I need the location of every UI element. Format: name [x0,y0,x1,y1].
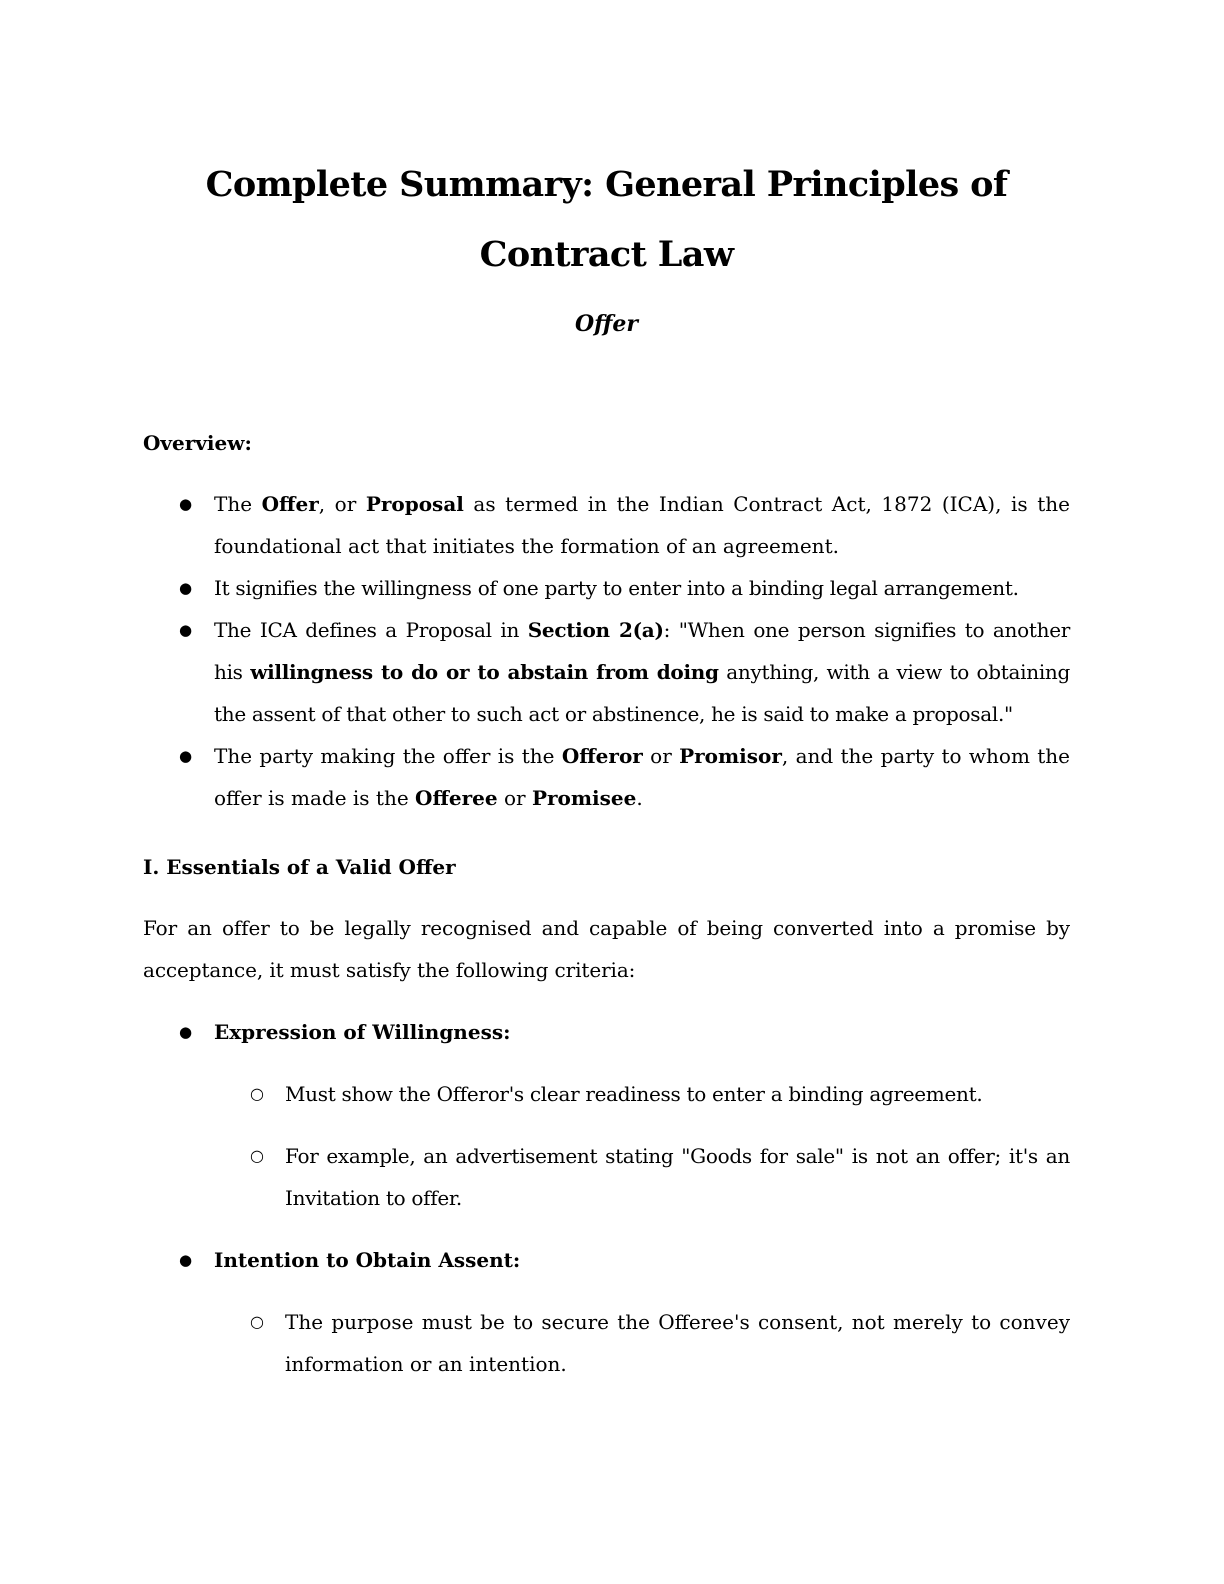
document-content [143,150,1070,1385]
criterion-point: ○ The purpose must be to secure the Offeree's consent, not merely to convey information or an intention. [143,1301,1070,1385]
criteria-list [143,1011,1070,1053]
overview-item: ● The Offer, or Proposal as termed in the Indian Contract Act, 1872 (ICA), is the foundational act that initiates the formation of an agreement. [143,483,1070,567]
overview-item: ● It signifies the willingness of one party to enter into a binding legal arrangement. [143,567,1070,609]
overview-list [143,483,1070,819]
criterion-item [143,1011,1070,1053]
criteria-list [143,1239,1070,1281]
overview-heading: Overview: [143,431,252,455]
overview-item: ● The ICA defines a Proposal in Section 2(a): "When one person signifies to another his willingness to do or to abstain from doing anything, with a view to obtaining the assent of that other to such act or abstinence, he is said to make a proposal." [143,609,1070,735]
essentials-heading: I. Essentials of a Valid Offer [143,855,456,879]
essentials-intro: For an offer to be legally recognised and capable of being converted into a promise by acceptance, it must satisfy the following criteria: [143,916,1070,982]
overview-item: ● The party making the offer is the Offeror or Promisor, and the party to whom the offer is made is the Offeree or Promisee. [143,735,1070,819]
criterion-points [143,1301,1070,1385]
criterion-item [143,1239,1070,1281]
criterion-title: Intention to Obtain Assent: [214,1248,521,1272]
criterion-point: ○ For example, an advertisement stating "Goods for sale" is not an offer; it's an Invitation to offer. [143,1135,1070,1219]
criterion-title: Expression of Willingness: [214,1020,511,1044]
document-title: Complete Summary: General Principles of Contract Law [205,164,1008,275]
criterion-points [143,1073,1070,1219]
document-subtitle: Offer [575,311,638,337]
criterion-point: ○ Must show the Offeror's clear readiness to enter a binding agreement. [143,1073,1070,1115]
